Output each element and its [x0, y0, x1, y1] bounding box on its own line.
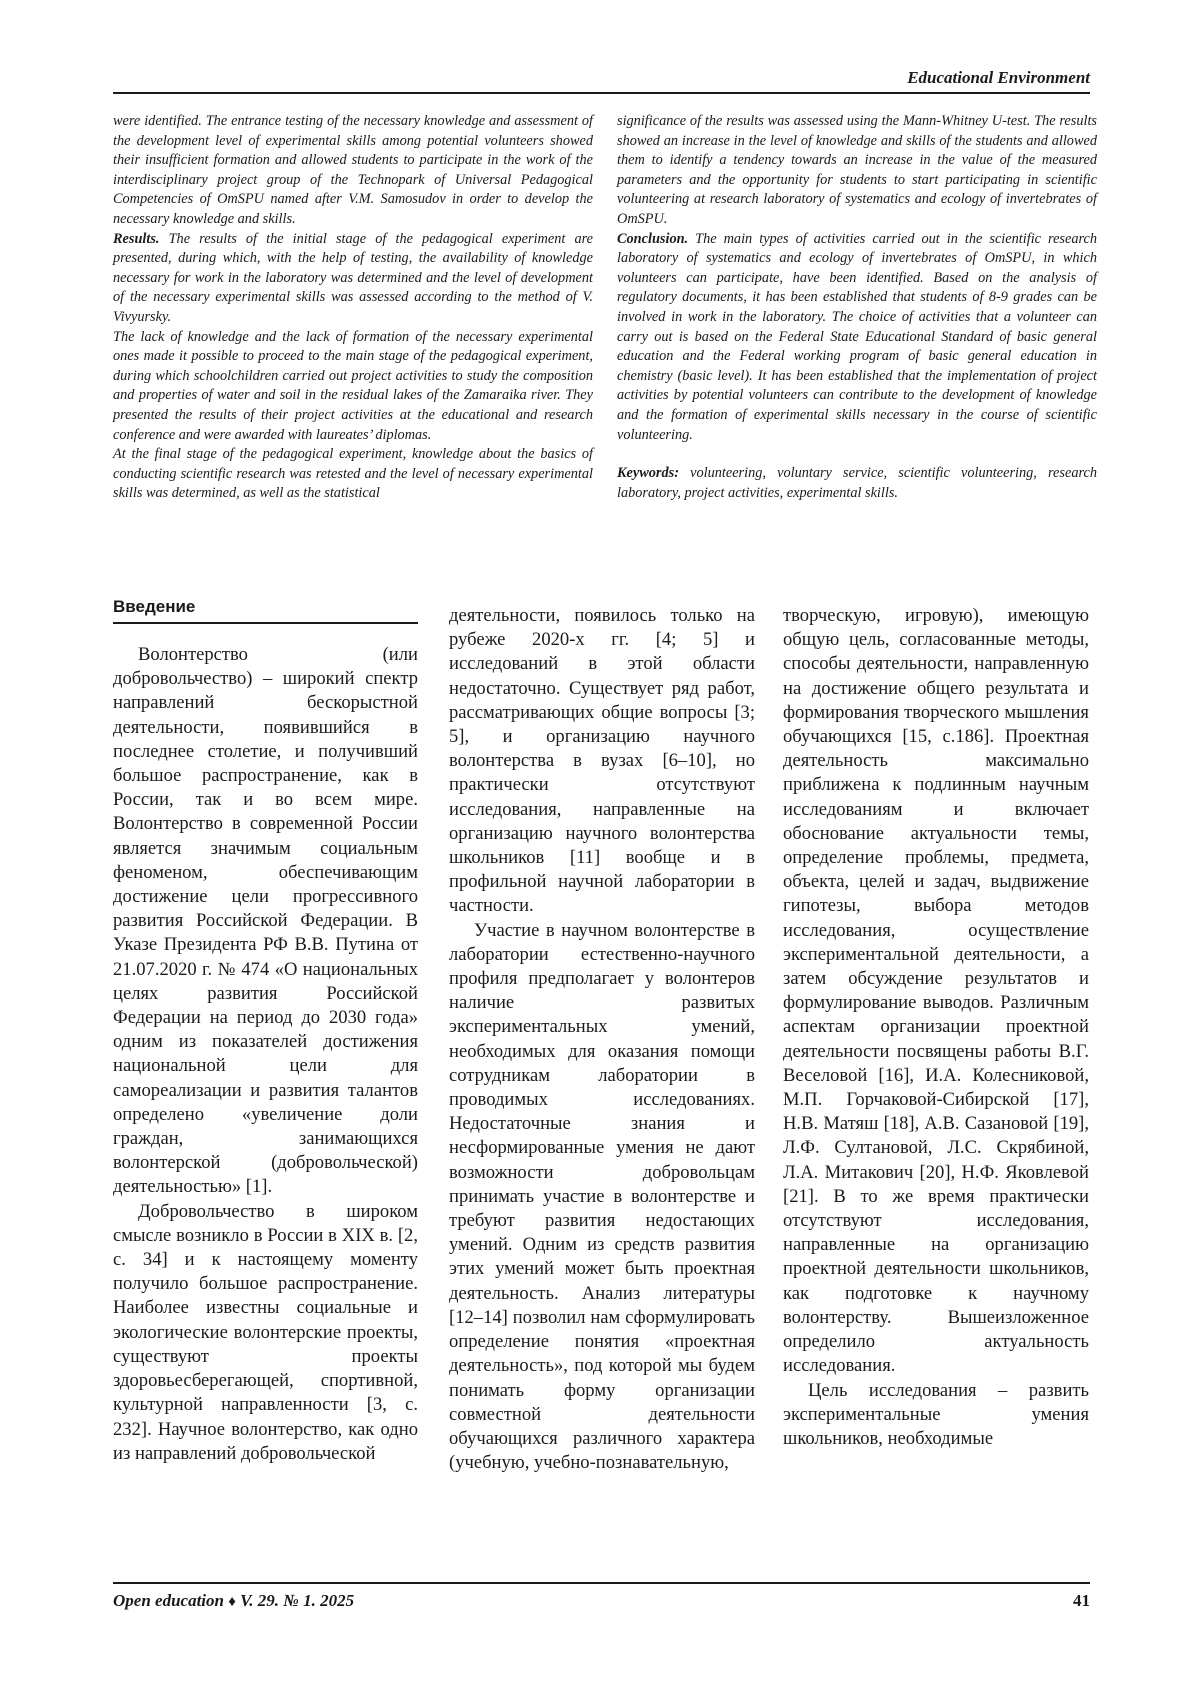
abstract-conclusion [617, 230, 1097, 446]
footer-rule [113, 1582, 1090, 1584]
page-number: 41 [1073, 1591, 1090, 1610]
running-header: Educational Environment [907, 68, 1090, 87]
journal-name: Open education [113, 1591, 224, 1610]
results-text: The results of the initial stage of the pedagogical experiment are presented, during which, with the help of testing, the availability of knowledge necessary for work in the laboratory was determined and the level of development of the necessary experimental skills was assessed according to the method of V. Vivyursky. [113, 230, 593, 325]
conclusion-label: Conclusion. [617, 230, 689, 247]
body-column-3 [783, 604, 1089, 1451]
abstract-left-column [113, 112, 593, 504]
header-rule [113, 92, 1090, 94]
section-rule [113, 622, 418, 624]
body-paragraph: Волонтерство (или добровольчество) – широкий спектр направлений бескорыстной деятельности, появившийся в последнее столетие, и получивший большое распространение, как в России, так и во всем мире. Волонтерство в современной России является значимым социальным феноменом, обеспечивающим достижение цели прогрессивного развития Российской Федерации. В Указе Президента РФ В.В. Путина от 21.07.2020 г. № 474 «О национальных целях развития Российской Федерации на период до 2030 года» одним из показателей достижения национальной цели для самореализации и развития талантов определено «увеличение доли граждан, занимающихся волонтерской (добровольческой) деятельностью» [1]. [113, 644, 418, 1198]
body-paragraph: Цель исследования – развить экспериментальные умения школьников, необходимые [783, 1379, 1089, 1449]
body-paragraph: Добровольчество в широком смысле возникло в России в XIX в. [2, с. 34] и к настоящему моменту получило большое распространение. Наиболее известны социальные и экологические волонтерские проекты, существуют проекты здоровьесберегающей, спортивной, культурной направленности [3, с. 232]. Научное волонтерство, как одно из направлений добровольческой [113, 1200, 418, 1464]
body-paragraph: творческую, игровую), имеющую общую цель, согласованные методы, способы деятельности, направленную на достижение общего результата и формирования творческого мышления обучающихся [15, с.186]. Проектная деятельность максимально приближена к подлинным научным исследованиям и включает обоснование актуальности темы, определение проблемы, предмета, объекта, целей и задач, выдвижение гипотезы, выбора методов исследования, осуществление экспериментальной деятельности, а затем обсуждение результатов и формулирование выводов. Различным аспектам организации проектной деятельности посвящены работы В.Г. Веселовой [16], И.А. Колесниковой, М.П. Горчаковой-Сибирской [17], Н.В. Матяш [18], А.В. Сазановой [19], Л.Ф. Султановой, Л.С. Скрябиной, Л.А. Митакович [20], Н.Ф. Яковлевой [21]. В то же время практически отсутствуют исследования, направленные на организацию проектной деятельности школьников, как подготовке к научному волонтерству. Вышеизложенное определило актуальность исследования. [783, 605, 1089, 1377]
body-column-1 [113, 643, 418, 1466]
footer-citation [113, 1590, 354, 1613]
keywords-text: volunteering, voluntary service, scientific volunteering, research laboratory, project activities, experimental skills. [617, 465, 1097, 501]
abstract-keywords [617, 464, 1097, 503]
body-paragraph: Участие в научном волонтерстве в лаборатории естественно-научного профиля предполагает у волонтеров наличие развитых экспериментальных умений, необходимых для оказания помощи сотрудникам лаборатории в проводимых исследованиях. Недостаточные знания и несформированные умения не дают возможности добровольцам принимать участие в волонтерстве и требуют развития недостающих умений. Одним из средств развития этих умений может быть проектная деятельность. Анализ литературы [12–14] позволил нам сформулировать определение понятия «проектная деятельность», под которой мы будем понимать форму организации совместной деятельности обучающихся различного характера (учебную, учебно-познавательную, [449, 919, 755, 1474]
section-title: Введение [113, 597, 196, 616]
conclusion-text: The main types of activities carried out in the scientific research laboratory of systematics and ecology of invertebrates of OmSPU, in which volunteers can participate, have been identified. Based on the analysis of regulatory documents, it has been established that students of 8-9 grades can be involved in work in the laboratory. The choice of activities that a volunteer can carry out is based on the Federal State Educational Standard of basic general education and the Federal working program of basic general education in chemistry (basic level). It has been established that the implementation of project activities by potential volunteers can contribute to the development of knowledge and the formation of experimental skills necessary in the course of scientific volunteering. [617, 230, 1097, 443]
abstract-paragraph: were identified. The entrance testing of the necessary knowledge and assessment of the development level of experimental skills among potential volunteers showed their insufficient formation and allowed students to participate in the work of the interdisciplinary project group of the Technopark of Universal Pedagogical Competencies of OmSPU named after V.M. Samosudov in order to develop the necessary knowledge and skills. [113, 113, 593, 227]
abstract-right-column [617, 112, 1097, 503]
diamond-icon: ♦ [228, 1594, 236, 1610]
body-column-2 [449, 604, 755, 1475]
results-label: Results. [113, 230, 160, 247]
body-paragraph: деятельности, появилось только на рубеже 2020-х гг. [4; 5] и исследований в этой области недостаточно. Существует ряд работ, рассматривающих общие вопросы [3; 5], и организацию научного волонтерства в вузах [6–10], но практически отсутствуют исследования, направленные на организацию научного волонтерства школьников [11] вообще и в профильной научной лаборатории в частности. [449, 605, 755, 917]
abstract-results [113, 230, 593, 328]
keywords-label: Keywords: [617, 465, 679, 482]
abstract-paragraph: The lack of knowledge and the lack of formation of the necessary experimental ones made it possible to proceed to the main stage of the pedagogical experiment, during which schoolchildren carried out project activities to study the composition and properties of water and soil in the residual lakes of the Zamaraika river. They presented the results of their project activities at the educational and research conference and were awarded with laureates’ diplomas. [113, 328, 593, 443]
issue-info: V. 29. № 1. 2025 [235, 1591, 355, 1610]
abstract-paragraph: significance of the results was assessed using the Mann-Whitney U-test. The results showed an increase in the level of knowledge and skills of the students and allowed them to identify a tendency towards an increase in the value of the measured parameters and the opportunity for students to start participating in scientific volunteering at research laboratory of systematics and ecology of invertebrates of OmSPU. [617, 113, 1097, 227]
abstract-paragraph: At the final stage of the pedagogical experiment, knowledge about the basics of conducting scientific research was retested and the level of necessary experimental skills was determined, as well as the statistical [113, 446, 593, 502]
